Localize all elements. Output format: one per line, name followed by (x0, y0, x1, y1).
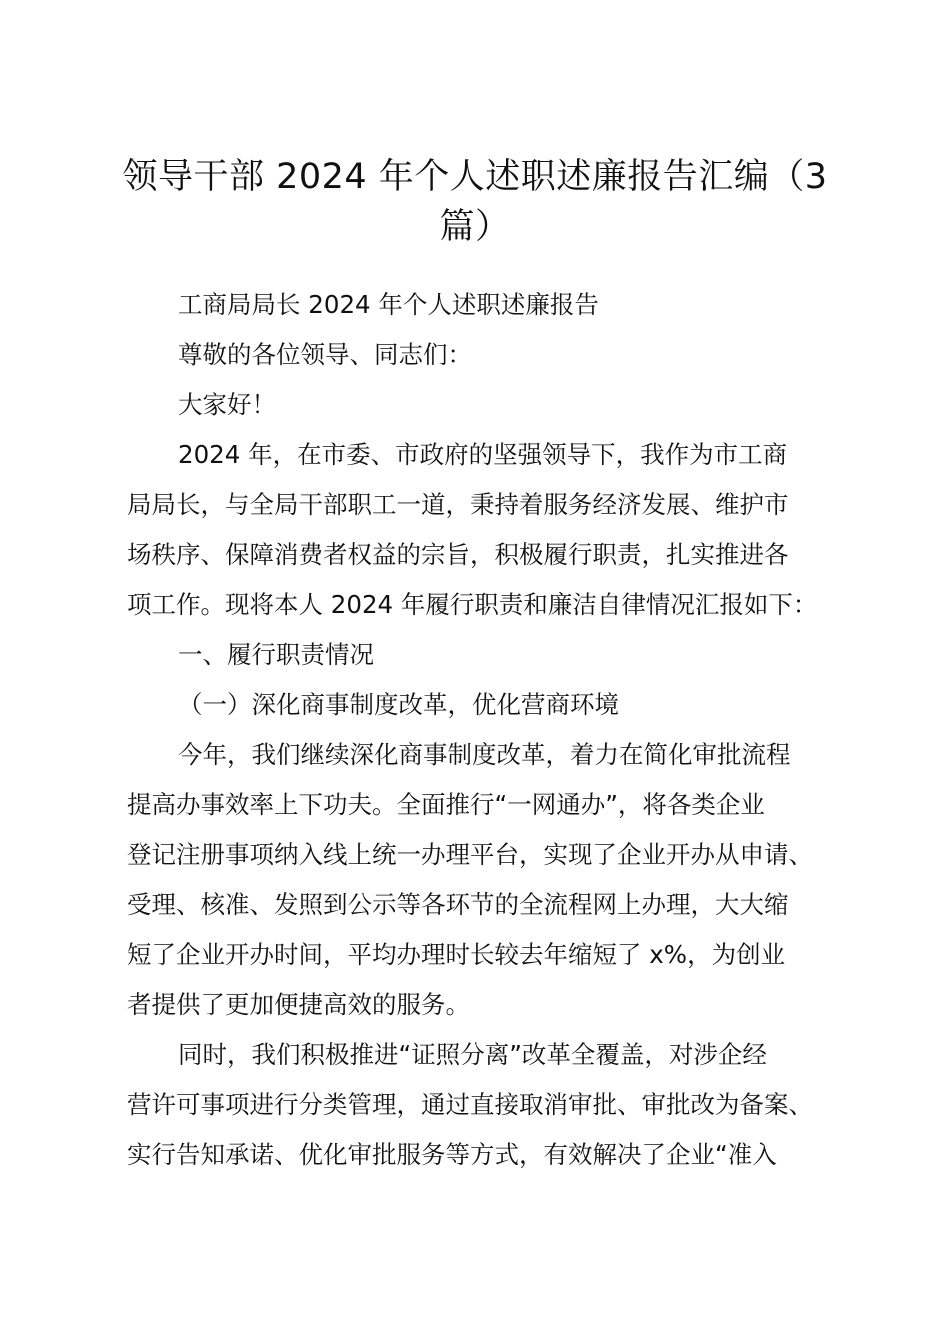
subsection-heading: （一）深化商事制度改革，优化营商环境 (178, 690, 619, 719)
paragraph-intro-line-1: 2024 年，在市委、市政府的坚强领导下，我作为市工商 (178, 440, 788, 469)
document-body (127, 280, 837, 1180)
paragraph-reform-line-1: 今年，我们继续深化商事制度改革，着力在简化审批流程 (178, 740, 791, 769)
paragraph-reform-line-2: 提高办事效率上下功夫。全面推行“一网通办”，将各类企业 (127, 790, 765, 819)
greeting: 大家好！ (178, 390, 276, 419)
section-heading: 一、履行职责情况 (178, 640, 374, 669)
paragraph-intro-line-3: 场秩序、保障消费者权益的宗旨，积极履行职责，扎实推进各 (127, 540, 789, 569)
report-subtitle: 工商局局长 2024 年个人述职述廉报告 (178, 290, 599, 319)
paragraph-reform-line-5: 短了企业开办时间，平均办理时长较去年缩短了 x%，为创业 (127, 940, 786, 969)
document-title (110, 152, 840, 252)
paragraph-license-line-3: 实行告知承诺、优化审批服务等方式，有效解决了企业“准入 (127, 1140, 777, 1169)
title-line-1: 领导干部 2024 年个人述职述廉报告汇编（3 (122, 157, 828, 197)
title-line-2: 篇） (439, 207, 511, 247)
paragraph-reform-line-3: 登记注册事项纳入线上统一办理平台，实现了企业开办从申请、 (127, 840, 813, 869)
paragraph-intro-line-2: 局局长，与全局干部职工一道，秉持着服务经济发展、维护市 (127, 490, 789, 519)
paragraph-license-line-1: 同时，我们积极推进“证照分离”改革全覆盖，对涉企经 (178, 1040, 767, 1069)
salutation: 尊敬的各位领导、同志们： (178, 340, 472, 369)
paragraph-license-line-2: 营许可事项进行分类管理，通过直接取消审批、审批改为备案、 (127, 1090, 813, 1119)
paragraph-reform-line-4: 受理、核准、发照到公示等各环节的全流程网上办理，大大缩 (127, 890, 789, 919)
paragraph-reform-line-6: 者提供了更加便捷高效的服务。 (127, 990, 470, 1019)
paragraph-intro-line-4: 项工作。现将本人 2024 年履行职责和廉洁自律情况汇报如下： (127, 590, 818, 619)
